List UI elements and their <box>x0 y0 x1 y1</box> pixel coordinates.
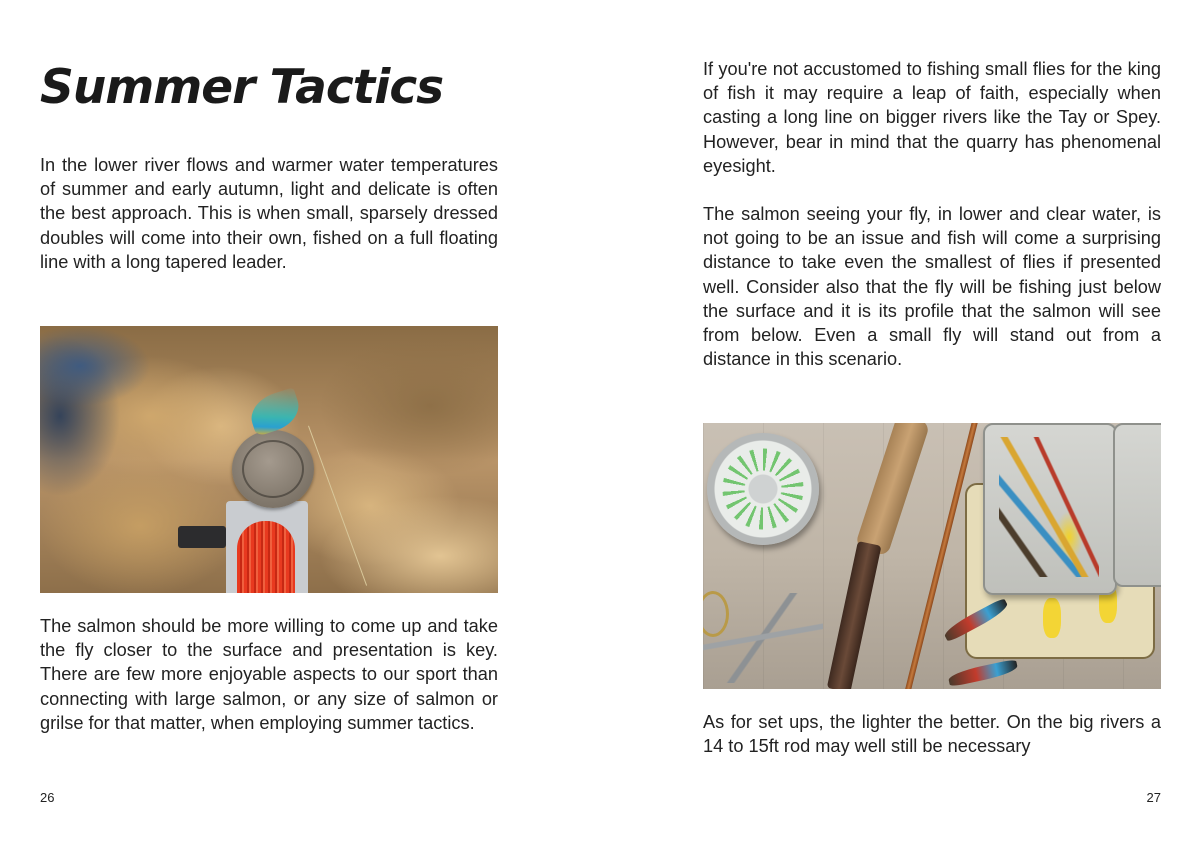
page-number: 27 <box>1146 790 1161 805</box>
page-number: 26 <box>40 790 55 805</box>
body-paragraph: If you're not accustomed to fishing small flies for the king of fish it may require a leap of faith, especially when casting a long line on bigger rivers like the Tay or Spey. However, bear in mind that the quarry has phenomenal eyesight. <box>703 59 1161 176</box>
left-page <box>40 0 498 846</box>
leader-line-shape <box>308 426 367 586</box>
reel-fly-photo <box>40 326 498 593</box>
reel-holes-shape <box>721 447 805 531</box>
cork-badge-shape <box>232 430 314 508</box>
yellow-fly-shape <box>1043 598 1061 638</box>
fly-box-shape <box>1113 423 1161 587</box>
fly-reel-shape <box>707 433 819 545</box>
salmon-flies-shape <box>999 437 1099 577</box>
body-paragraph: The salmon seeing your fly, in lower and clear water, is not going to be an issue and fish will come a surprising distance to take even the smallest of flies if presented well. Consider also that the fly will be fishing just below the surface and it is its profile that the salmon will see from below. Even a small fly will stand out from a distance in this scenario. <box>703 204 1161 370</box>
page-title: Summer Tactics <box>40 60 444 115</box>
body-paragraph: As for set ups, the lighter the better. On the big rivers a 14 to 15ft rod may well still be necessary <box>703 712 1161 757</box>
reel-line-shape <box>237 521 295 593</box>
rod-cork-handle-shape <box>855 423 931 557</box>
loose-fly-shape <box>947 659 1018 687</box>
fly-tackle-photo <box>703 423 1161 689</box>
rod-butt-shape <box>827 541 882 689</box>
body-paragraph: The salmon should be more willing to come up and take the fly closer to the surface and presentation is key. There are few more enjoyable aspects to our sport than connecting with large salmon, or any size of salmon or grilse for that matter, when employing summer tactics. <box>40 616 498 733</box>
intro-paragraph: In the lower river flows and warmer water temperatures of summer and early autumn, light and delicate is often the best approach. This is when small, sparsely dressed doubles will come into their own, fished on a full floating line with a long tapered leader. <box>40 155 498 272</box>
right-page <box>703 0 1161 846</box>
reel-handle-shape <box>178 526 226 548</box>
salmon-fly-shape <box>246 387 305 437</box>
